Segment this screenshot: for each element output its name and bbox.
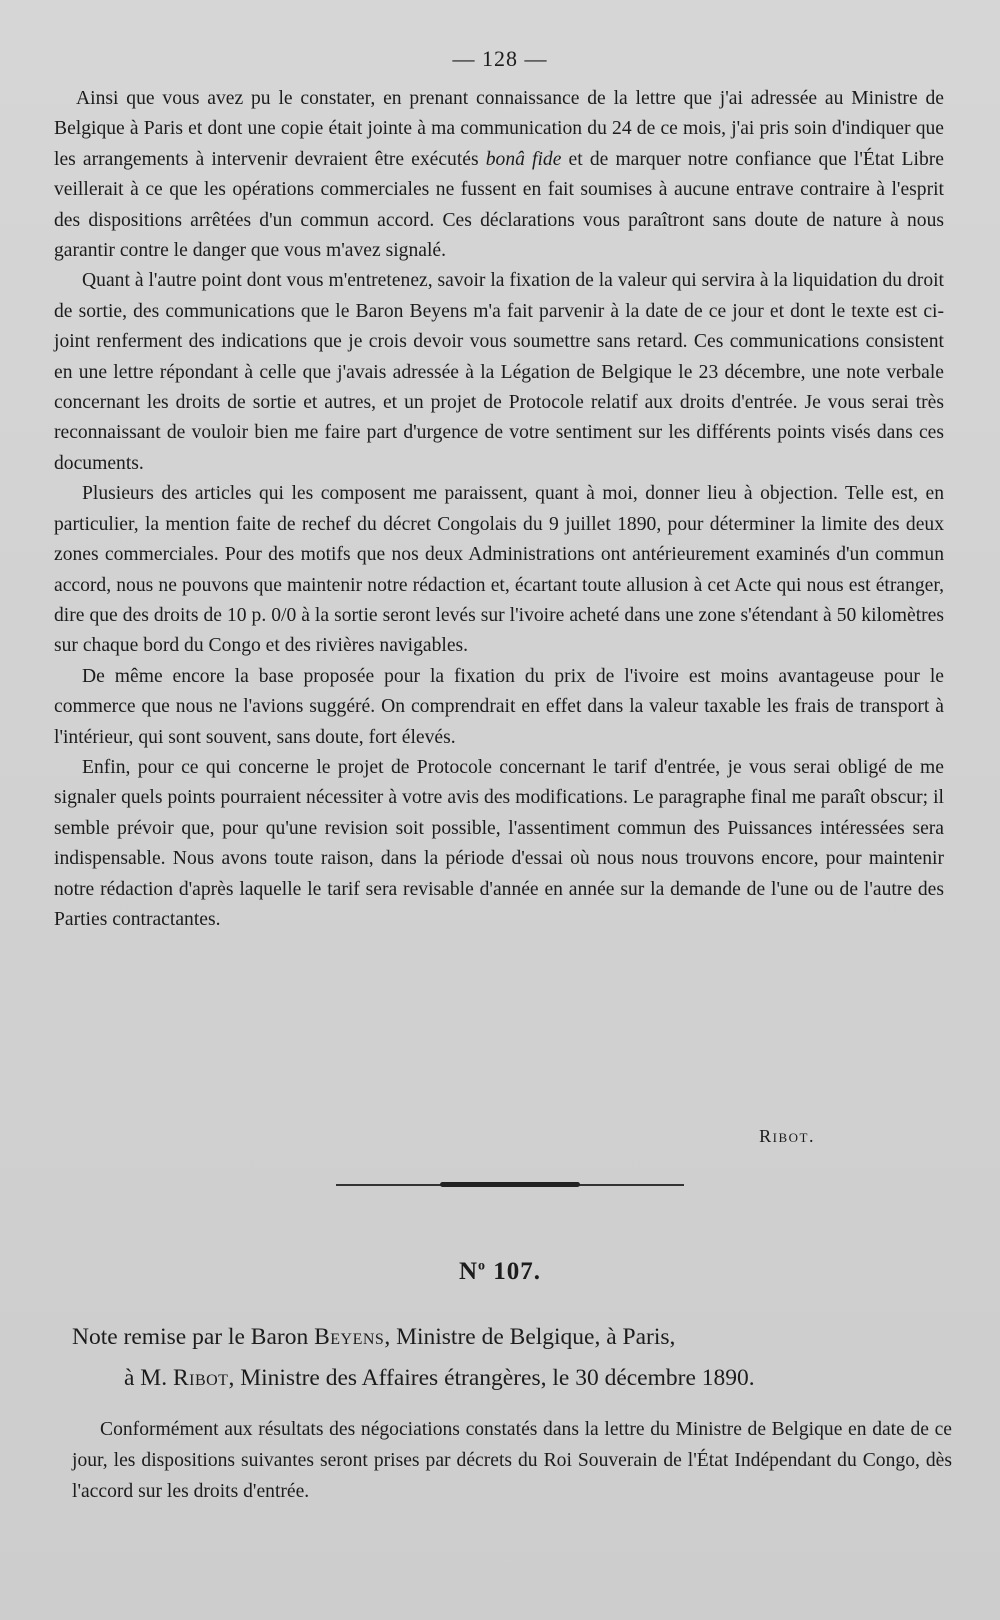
heading-text: , Ministre des Affaires étrangères, le 30 décembre 1890.	[228, 1365, 755, 1391]
heading-line-2	[72, 1358, 952, 1399]
letter-paragraph-1	[54, 84, 944, 266]
letter-body	[54, 84, 944, 935]
heading-name-ribot: Ribot	[172, 1365, 229, 1391]
number-prefix: N	[458, 1258, 479, 1285]
heading-text: , Ministre de Belgique, à Paris,	[384, 1324, 676, 1350]
number-superscript: o	[478, 1258, 487, 1274]
letter-paragraph-2: Quant à l'autre point dont vous m'entretenez, savoir la fixation de la valeur qui servira à la liquidation du droit de sortie, des communications que le Baron Beyens m'a fait parvenir à la date de ce jour et dont le texte est ci-joint renferment des indications que je crois devoir vous soumettre sans retard. Ces communications consistent en une lettre répondant à celle que j'avais adressée à la Légation de Belgique le 23 décembre, une note verbale concernant les droits de sortie et autres, et un projet de Protocole relatif aux droits d'entrée. Je vous serai très reconnaissant de vouloir bien me faire part d'urgence de votre sentiment sur les différents points visés dans ces documents.	[54, 270, 944, 474]
signature: Ribot.	[759, 1126, 815, 1146]
letter-paragraph-5: Enfin, pour ce qui concerne le projet de Protocole concernant le tarif d'entrée, je vous serai obligé de me signaler quels points pourraient nécessiter à votre avis des modifications. Le paragraphe final me paraît obscur; il semble prévoir que, pour qu'une revision soit possible, l'assentiment commun des Puissances intéressées sera indispensable. Nous avons toute raison, dans la période d'essai où nous nous trouvons encore, pour maintenir notre rédaction d'après laquelle le tarif sera revisable d'année en année sur la demande de l'une ou de l'autre des Parties contractantes.	[54, 756, 944, 930]
heading-name-beyens: Beyens	[314, 1324, 385, 1350]
heading-text: à M.	[124, 1365, 173, 1391]
page-number: — 128 —	[452, 46, 548, 71]
italic-phrase: bonâ fide	[485, 148, 562, 170]
number-value: 107.	[486, 1258, 542, 1285]
section-divider-ornament	[440, 1182, 580, 1187]
heading-line-1	[72, 1317, 952, 1358]
note-paragraph: Conformément aux résultats des négociations constatés dans la lettre du Ministre de Belgique en date de ce jour, les dispositions suivantes seront prises par décrets du Roi Souverain de l'État Indépendant du Congo, dès l'accord sur les droits d'entrée.	[72, 1419, 952, 1502]
document-heading	[72, 1317, 952, 1399]
heading-text: Note remise par le Baron	[72, 1324, 315, 1350]
document-number	[0, 1258, 1000, 1286]
note-body	[72, 1414, 952, 1507]
paragraph-text: et de marquer notre confiance que l'État Libre veillerait à ce que les opérations commerciales ne fussent en fait soumises à aucune entrave contraire à l'esprit des dispositions arrêtées d'un commun accord. Ces déclarations vous paraîtront sans doute de nature à nous garantir contre le danger que vous m'avez signalé.	[54, 148, 944, 262]
letter-paragraph-3: Plusieurs des articles qui les composent me paraissent, quant à moi, donner lieu à objection. Telle est, en particulier, la mention faite de rechef du décret Congolais du 9 juillet 1890, pour déterminer la limite des deux zones commerciales. Pour des motifs que nos deux Administrations ont antérieurement examinés d'un commun accord, nous ne pouvons que maintenir notre rédaction et, écartant toute allusion à cet Acte qui nous est étranger, dire que des droits de 10 p. 0/0 à la sortie seront levés sur l'ivoire acheté dans une zone s'étendant à 50 kilomètres sur chaque bord du Congo et des rivières navigables.	[54, 483, 944, 657]
paragraph-text: Ainsi que vous avez pu le constater, en prenant connaissance de la lettre que j'ai adressée au Ministre de Belgique à Paris et dont une copie était jointe à ma communication du 24 de ce mois, j'ai pris soin d'indiquer que les arrangements à intervenir devraient être exécutés	[54, 88, 944, 170]
letter-paragraph-4: De même encore la base proposée pour la fixation du prix de l'ivoire est moins avantageuse pour le commerce que nous ne l'avions suggéré. On comprendrait en effet dans la valeur taxable les frais de transport à l'intérieur, qui sont souvent, sans doute, fort élevés.	[54, 665, 944, 748]
